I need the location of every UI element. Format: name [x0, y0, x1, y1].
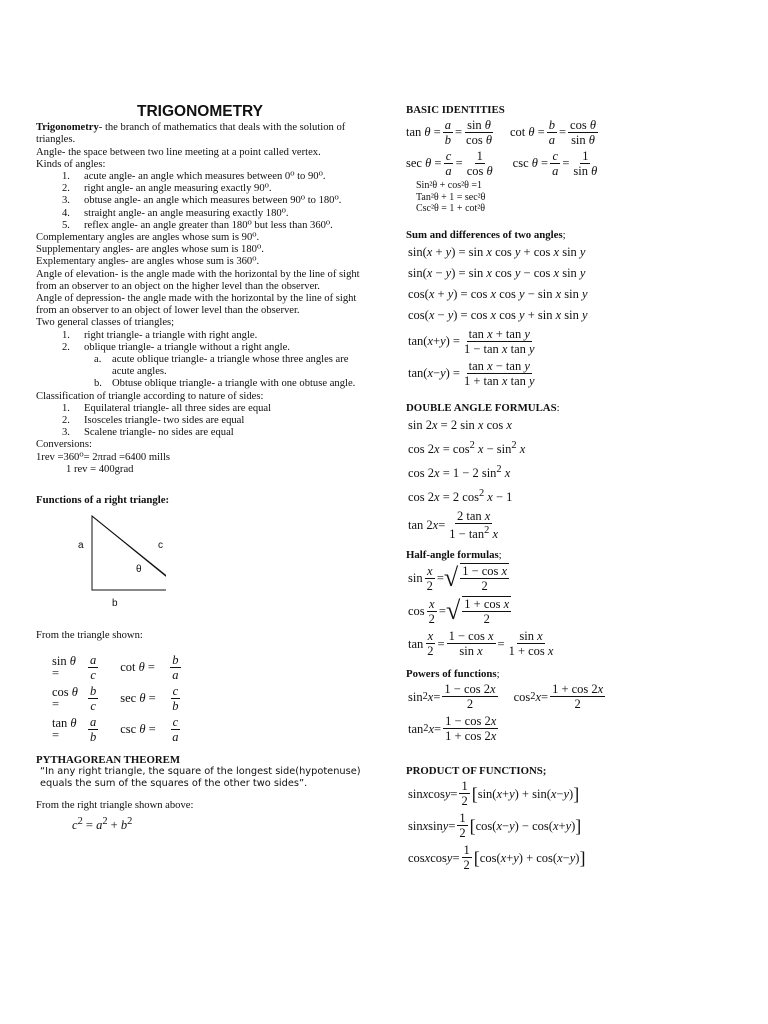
eq-cos-diff: cos(x − y) = cos x cos y + sin x sin y — [408, 307, 588, 322]
pythagorean-title: PYTHAGOREAN THEOREM — [36, 753, 181, 766]
angle-definition: Angle- the space between two line meeting at a point called vertex. — [36, 146, 321, 158]
powers-title: Powers of functions; — [406, 668, 500, 681]
eq-sin-half: sin x 2 = √ 1 − cos x 2 — [408, 563, 508, 594]
list-item: 5. reflex angle- an angle greater than 180⁰ but less than 360⁰. — [62, 219, 333, 231]
list-item: b. Obtuse oblique triangle- a triangle with one obtuse angle. — [94, 378, 356, 390]
explementary-text: Explementary angles- are angles whose sum is 360⁰. — [36, 256, 260, 268]
eq-tan-sum: tan( x + y ) = tan x + tan y 1 − tan x tan y — [408, 326, 535, 356]
conversion-2: 1 rev = 400grad — [66, 463, 134, 475]
list-item: 2. Isosceles triangle- two sides are equal — [62, 415, 245, 427]
double-angle-title: DOUBLE ANGLE FORMULAS: — [406, 401, 560, 414]
right-triangle-functions — [52, 653, 364, 744]
complementary-text: Complementary angles are angles whose sum is 90⁰. — [36, 232, 260, 244]
triangle-label-c: c — [158, 540, 163, 552]
triangle-label-a: a — [78, 540, 84, 552]
list-item: a. acute oblique triangle- a triangle whose three angles are acute angles. — [94, 354, 349, 378]
eq-tan-half: tan x 2 = 1 − cos x sin x = sin x 1 + cos x — [408, 629, 554, 659]
eq-sin-cot: sin θ = $\frac{a}{c}$ cot θ = $\frac{b}{a}$ — [52, 652, 179, 682]
half-angle-title: Half-angle formulas; — [406, 549, 502, 562]
triangle-label-b: b — [112, 598, 118, 610]
eq-tan-diff: tan( x − y ) = tan x − tan y 1 + tan x tan y — [408, 358, 535, 388]
classes-list — [36, 330, 364, 354]
eq-sec-csc: sec θ = $\frac{c}{a}$ = 1 cos θ csc θ = $\frac{c}{a}$ = 1 sin θ — [406, 149, 598, 178]
list-item: 4. straight angle- an angle measuring exactly 180⁰. — [62, 207, 289, 219]
kinds-list — [36, 171, 364, 232]
eq-powers-sin-cos: sin 2 x = 1 − cos 2x 2 cos 2 x = 1 + cos 2x 2 — [408, 682, 604, 712]
from-triangle-text: From the triangle shown: — [36, 630, 143, 642]
left-column — [36, 104, 364, 837]
depression-text: Angle of depression- the angle made with the horizontal by the line of sight from an observer to an object of lower level than the observer. — [36, 293, 357, 317]
list-item: 1. acute angle- an angle which measures between 0⁰ to 90⁰. — [62, 171, 326, 183]
eq-cos-double-2: cos 2x = 1 − 2 $\sin^2 x$ — [408, 463, 511, 480]
eq-cos-sum: cos(x + y) = cos x cos y − sin x sin y — [408, 286, 588, 301]
eq-sin-double: sin 2x = 2 sin x cos x — [408, 417, 512, 432]
from-above-text: From the right triangle shown above: — [36, 799, 194, 811]
right-triangle-figure — [36, 512, 364, 622]
supplementary-text: Supplementary angles- are angles whose sum is 180⁰. — [36, 244, 264, 256]
sum-difference-title: Sum and differences of two angles; — [406, 228, 566, 241]
right-column — [406, 104, 736, 875]
functions-title: Functions of a right triangle: — [36, 494, 170, 507]
eq-product-sin-sin: sin x sin y = 1 2 [ cos( x − y ) − cos( x + y ) ] — [408, 811, 582, 841]
intro-term: Trigonometry — [36, 122, 99, 134]
conversion-1: 1rev =360⁰= 2πrad =6400 mills — [36, 451, 171, 463]
elevation-text: Angle of elevation- is the angle made with the horizontal by the line of sight from an observer to an object on the higher level than the observer. — [36, 268, 360, 292]
list-item: 1. right triangle- a triangle with right angle. — [62, 329, 258, 341]
eq-powers-tan: tan 2 x = 1 − cos 2x 1 + cos 2x — [408, 714, 497, 744]
pythagorean-quote: “In any right triangle, the square of the longest side(hypotenuse) equals the sum of the squares of the other two sides”. — [40, 765, 361, 789]
sides-title: Classification of triangle according to nature of sides: — [36, 390, 264, 402]
pythagorean-equation: $c^2 = a^2 + b^2$ — [72, 815, 133, 833]
list-item: 1. Equilateral triangle- all three sides are equal — [62, 402, 272, 414]
triangle-diagram — [56, 512, 166, 596]
eq-cos-double-3: cos 2x = 2 $\cos^2 x - 1$ — [408, 487, 513, 504]
eq-tan-double: tan 2 x = 2 tan x $1 - \tan^2 x$ — [408, 508, 498, 542]
intro-definition: - the branch of mathematics that deals with the solution of triangles. — [36, 122, 346, 146]
eq-cos-sec: cos θ = $\frac{b}{c}$ sec θ = $\frac{c}{b}$ — [52, 683, 179, 713]
triangle-label-theta: θ — [136, 564, 142, 576]
conversions-title: Conversions: — [36, 439, 92, 451]
classes-title: Two general classes of triangles; — [36, 317, 175, 329]
eq-sin-sum: sin(x + y) = sin x cos y + cos x sin y — [408, 244, 586, 259]
pyth-identity-1: Sin²θ + cos²θ =1 — [416, 180, 483, 191]
eq-tan-csc: tan θ = $\frac{a}{b}$ csc θ = $\frac{c}{a}$ — [52, 714, 179, 744]
eq-sin-diff: sin(x − y) = sin x cos y − cos x sin y — [408, 265, 586, 280]
sides-list — [36, 403, 364, 440]
oblique-list — [36, 354, 364, 391]
pyth-identity-2: Tan²θ + 1 = sec²θ — [416, 191, 486, 203]
intro-paragraph — [36, 122, 364, 146]
list-item: 2. oblique triangle- a triangle without a right angle. — [62, 341, 290, 353]
eq-cos-double-1: $\cos 2x = \cos^2 x - \sin^2 x$ — [408, 439, 526, 456]
eq-product-sin-cos: sin x cos y = 1 2 [ sin( x + y ) + sin( x − y ) ] — [408, 779, 580, 809]
page-title: TRIGONOMETRY — [136, 103, 263, 120]
basic-identities-title: BASIC IDENTITIES — [406, 104, 505, 116]
pyth-identity-3: Csc²θ = 1 + cot²θ — [416, 203, 486, 214]
list-item: 3. obtuse angle- an angle which measures between 90⁰ to 180⁰. — [62, 195, 342, 207]
basic-identities — [406, 118, 736, 178]
eq-cos-half: cos x 2 = √ 1 + cos x 2 — [408, 596, 510, 627]
eq-tan-cot: tan θ = $\frac{a}{b}$ = sin θ cos θ cot θ = $\frac{b}{a}$ = cos θ sin θ — [406, 118, 596, 147]
eq-product-cos-cos: cos x cos y = 1 2 [ cos( x + y ) + cos( x − y ) ] — [408, 843, 586, 873]
kinds-title: Kinds of angles: — [36, 158, 106, 170]
product-title: PRODUCT OF FUNCTIONS; — [406, 765, 547, 778]
list-item: 2. right angle- an angle measuring exactly 90⁰. — [62, 183, 272, 195]
list-item: 3. Scalene triangle- no sides are equal — [62, 427, 234, 439]
